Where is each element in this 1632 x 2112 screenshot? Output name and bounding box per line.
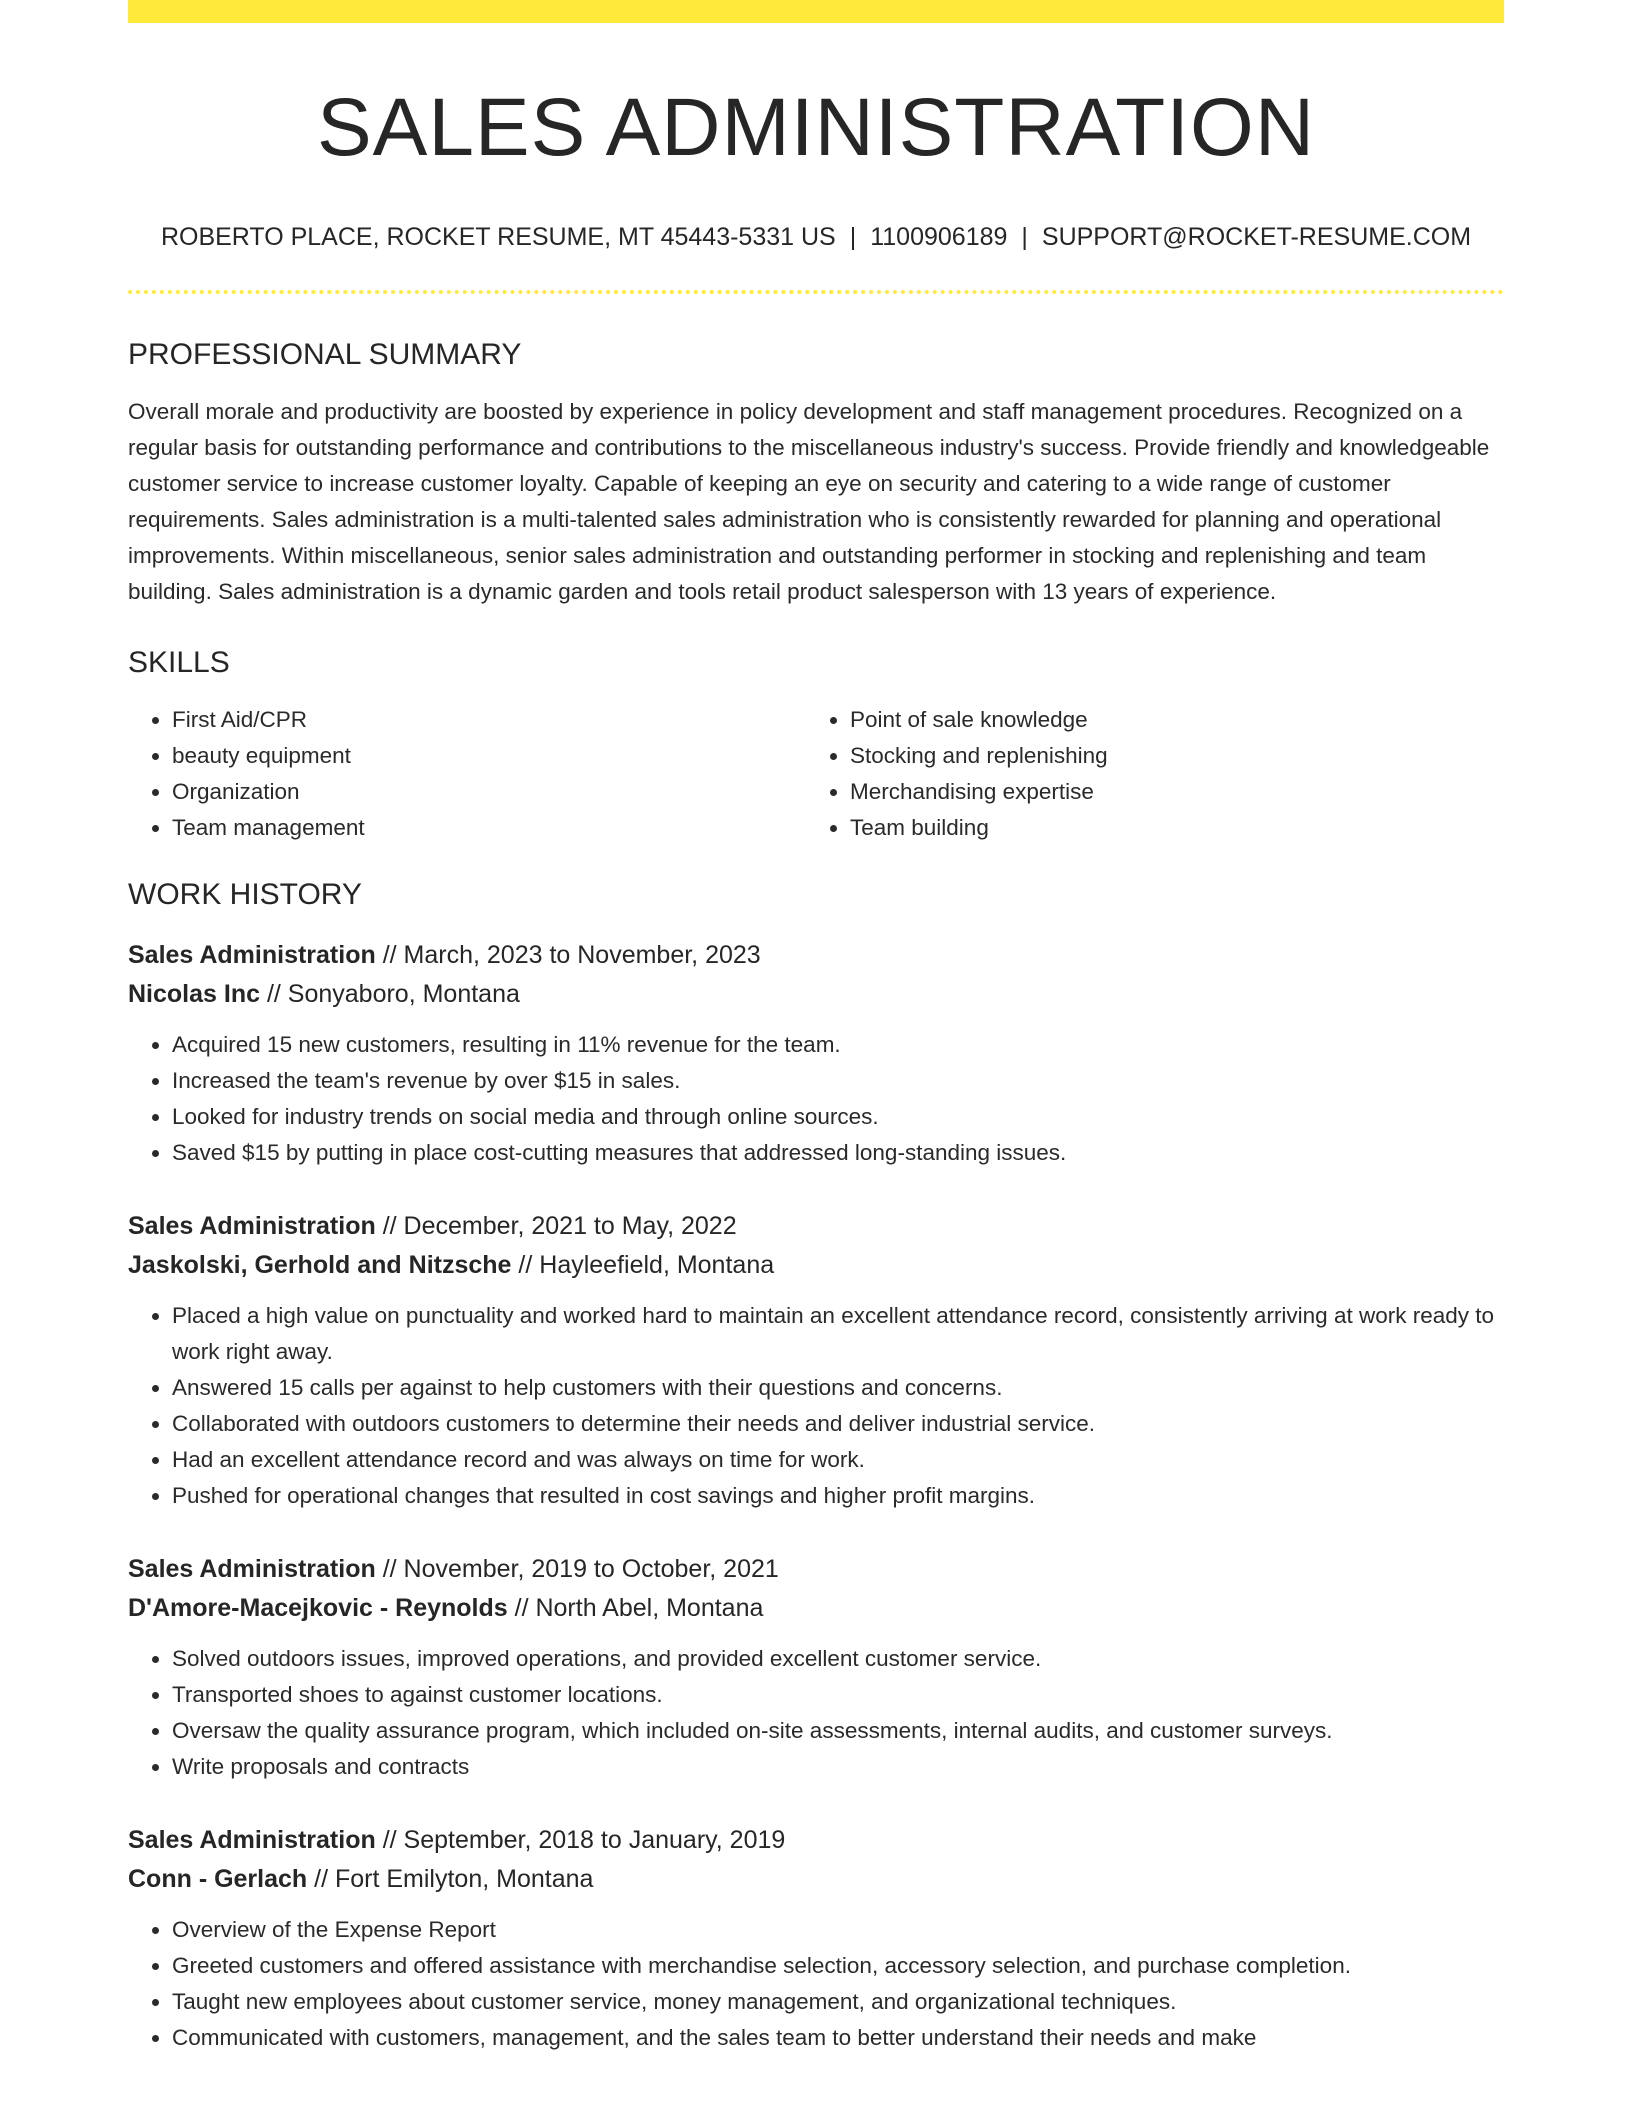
job-entry (128, 936, 1504, 1171)
job-location: // Hayleefield, Montana (518, 1251, 775, 1280)
job-dates: // November, 2019 to October, 2021 (382, 1555, 779, 1584)
duty-item: • Increased the team's revenue by over $15 in sales. (172, 1063, 1504, 1099)
contact-phone: 1100906189 (870, 223, 1008, 252)
job-entry (128, 1821, 1504, 2056)
duty-item: • Placed a high value on punctuality and worked hard to maintain an excellent attendance record, consistently arriving at work ready to work right away. (172, 1298, 1504, 1370)
skill-item: • Stocking and replenishing (850, 738, 1484, 774)
skills-column-right (806, 702, 1484, 846)
job-company-line (128, 975, 1504, 1014)
duty-item: • Collaborated with outdoors customers to determine their needs and deliver industrial service. (172, 1406, 1504, 1442)
job-location: // North Abel, Montana (514, 1594, 764, 1623)
dotted-divider (128, 290, 1504, 294)
job-entry (128, 1550, 1504, 1785)
skills-list (128, 702, 1504, 846)
job-role: Sales Administration (128, 1212, 376, 1241)
skill-item: • Organization (172, 774, 806, 810)
duty-item: • Pushed for operational changes that resulted in cost savings and higher profit margins. (172, 1478, 1504, 1514)
job-entry (128, 1207, 1504, 1514)
summary-heading: PROFESSIONAL SUMMARY (128, 338, 522, 372)
duty-item: • Write proposals and contracts (172, 1749, 1504, 1785)
job-location: // Fort Emilyton, Montana (314, 1865, 594, 1894)
job-company-line (128, 1246, 1504, 1285)
work-history-heading: WORK HISTORY (128, 878, 362, 912)
job-role-line (128, 1207, 1504, 1246)
job-company: Conn - Gerlach (128, 1865, 308, 1894)
duty-item: • Solved outdoors issues, improved operations, and provided excellent customer service. (172, 1641, 1504, 1677)
job-role-line (128, 1550, 1504, 1589)
duty-item: • Oversaw the quality assurance program, which included on-site assessments, internal audits, and customer surveys. (172, 1713, 1504, 1749)
duty-item: • Had an excellent attendance record and was always on time for work. (172, 1442, 1504, 1478)
contact-separator: | (849, 223, 857, 252)
skill-item: • First Aid/CPR (172, 702, 806, 738)
skills-heading: SKILLS (128, 646, 230, 680)
duty-item: • Transported shoes to against customer locations. (172, 1677, 1504, 1713)
duty-item: • Greeted customers and offered assistance with merchandise selection, accessory selection, and purchase completion. (172, 1948, 1504, 1984)
job-company: Nicolas Inc (128, 980, 260, 1009)
skill-item: • beauty equipment (172, 738, 806, 774)
contact-email: SUPPORT@ROCKET-RESUME.COM (1041, 223, 1472, 252)
duty-item: • Looked for industry trends on social media and through online sources. (172, 1099, 1504, 1135)
job-role-line (128, 1821, 1504, 1860)
job-role: Sales Administration (128, 941, 376, 970)
job-role: Sales Administration (128, 1826, 376, 1855)
job-dates: // September, 2018 to January, 2019 (382, 1826, 786, 1855)
duty-item: • Saved $15 by putting in place cost-cutting measures that addressed long-standing issues. (172, 1135, 1504, 1171)
job-location: // Sonyaboro, Montana (266, 980, 520, 1009)
job-company: Jaskolski, Gerhold and Nitzsche (128, 1251, 512, 1280)
job-company-line (128, 1860, 1504, 1899)
contact-address: ROBERTO PLACE, ROCKET RESUME, MT 45443-5331 US (160, 223, 836, 252)
duty-item: • Communicated with customers, management, and the sales team to better understand their needs and make (172, 2020, 1504, 2056)
job-duties (128, 1641, 1504, 1785)
duty-item: • Answered 15 calls per against to help customers with their questions and concerns. (172, 1370, 1504, 1406)
duty-item: • Overview of the Expense Report (172, 1912, 1504, 1948)
job-duties (128, 1027, 1504, 1171)
job-dates: // March, 2023 to November, 2023 (382, 941, 761, 970)
skill-item: • Merchandising expertise (850, 774, 1484, 810)
job-company: D'Amore-Macejkovic - Reynolds (128, 1594, 508, 1623)
job-duties (128, 1912, 1504, 2056)
skill-item: • Point of sale knowledge (850, 702, 1484, 738)
duty-item: • Taught new employees about customer service, money management, and organizational techniques. (172, 1984, 1504, 2020)
job-company-line (128, 1589, 1504, 1628)
accent-bar (128, 0, 1504, 23)
summary-text: Overall morale and productivity are boosted by experience in policy development and staff management procedures. Recognized on a regular basis for outstanding performance and contributions to the miscellaneous industry's success. Provide friendly and knowledgeable customer service to increase customer loyalty. Capable of keeping an eye on security and catering to a wide range of customer requirements. Sales administration is a multi-talented sales administration who is consistently rewarded for planning and operational improvements. Within miscellaneous, senior sales administration and outstanding performer in stocking and replenishing and team building. Sales administration is a dynamic garden and tools retail product salesperson with 13 years of experience. (128, 399, 1490, 605)
resume-title: SALES ADMINISTRATION (316, 82, 1316, 173)
job-role-line (128, 936, 1504, 975)
contact-separator: | (1021, 223, 1028, 252)
resume-page (128, 0, 1504, 2056)
job-dates: // December, 2021 to May, 2022 (382, 1212, 737, 1241)
skill-item: • Team management (172, 810, 806, 846)
job-duties (128, 1298, 1504, 1514)
duty-item: • Acquired 15 new customers, resulting in 11% revenue for the team. (172, 1027, 1504, 1063)
skill-item: • Team building (850, 810, 1484, 846)
contact-line (128, 223, 1504, 252)
skills-column-left (128, 702, 806, 846)
job-role: Sales Administration (128, 1555, 376, 1584)
